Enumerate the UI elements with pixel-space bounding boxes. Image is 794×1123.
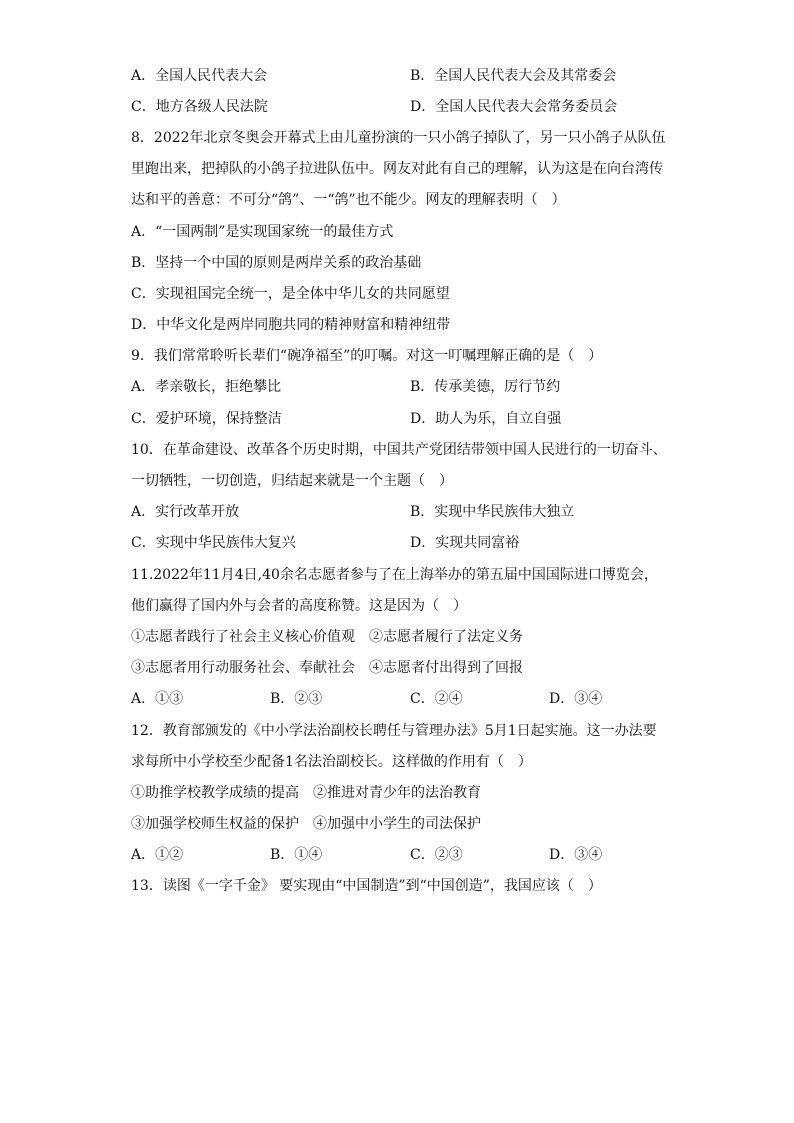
q12-option-c: C．②③: [410, 847, 463, 863]
q10-option-c: C．实现中华民族伟大复兴: [131, 535, 296, 551]
q8-option-b: B．坚持一个中国的原则是两岸关系的政治基础: [131, 255, 422, 271]
q11-option-a: A．①③: [131, 691, 184, 707]
q10-stem-line-1: 10．在革命建设、改革各个历史时期，中国共产党团结带领中国人民进行的一切奋斗、: [131, 442, 667, 458]
q10-option-d: D．实现共同富裕: [410, 535, 520, 551]
q9-option-d: D．助人为乐，自立自强: [410, 411, 562, 427]
q11-stem-line-2: 他们赢得了国内外与会者的高度称赞。这是因为（ ）: [131, 598, 467, 614]
q9-option-a: A．孝亲敬长，拒绝攀比: [131, 379, 282, 395]
q8-stem-line-2: 里跑出来，把掉队的小鸽子拉进队伍中。网友对此有自己的理解，认为这是在向台湾传: [131, 161, 663, 177]
q12-option-d: D．③④: [549, 847, 603, 863]
q8-option-c: C．实现祖国完全统一，是全体中华儿女的共同愿望: [131, 286, 450, 302]
q11-option-d: D．③④: [549, 691, 603, 707]
q11-stem-line-1: 11.2022年11月4日,40余名志愿者参与了在上海举办的第五届中国国际进口博览会，: [131, 567, 658, 583]
q10-stem-line-2: 一切牺牲，一切创造，归结起来就是一个主题（ ）: [131, 473, 453, 489]
q12-stem-line-2: 求每所中小学校至少配备1名法治副校长。这样做的作用有（ ）: [131, 754, 532, 770]
q9-option-c: C．爱护环境，保持整洁: [131, 411, 282, 427]
q10-option-a: A．实行改革开放: [131, 504, 240, 520]
q12-option-b: B．①④: [270, 847, 323, 863]
q7-option-c: C．地方各级人民法院: [131, 99, 268, 115]
q10-option-b: B．实现中华民族伟大独立: [410, 504, 575, 520]
q8-stem-line-3: 达和平的善意：不可分“鸽”、一“鸽”也不能少。网友的理解表明（ ）: [131, 192, 566, 208]
q7-option-b: B．全国人民代表大会及其常委会: [410, 68, 617, 84]
q11-statements-line-2: ③志愿者用行动服务社会、奉献社会 ④志愿者付出得到了回报: [131, 660, 523, 676]
q11-statements-line-1: ①志愿者践行了社会主义核心价值观 ②志愿者履行了法定义务: [131, 629, 523, 645]
q12-option-a: A．①②: [131, 847, 184, 863]
q11-option-c: C．②④: [410, 691, 463, 707]
q9-stem: 9．我们常常聆听长辈们“碗净福至”的叮嘱。对这一叮嘱理解正确的是（ ）: [131, 348, 603, 364]
q8-stem-line-1: 8．2022年北京冬奥会开幕式上由儿童扮演的一只小鸽子掉队了，另一只小鸽子从队伍: [131, 130, 666, 146]
q9-option-b: B．传承美德，厉行节约: [410, 379, 561, 395]
q11-option-b: B．②③: [270, 691, 323, 707]
q13-stem: 13．读图《一字千金》 要实现由“中国制造”到“中国创造”，我国应该（ ）: [131, 878, 602, 894]
q8-option-a: A．“一国两制”是实现国家统一的最佳方式: [131, 224, 394, 240]
q8-option-d: D．中华文化是两岸同胞共同的精神财富和精神纽带: [131, 317, 451, 333]
q12-statements-line-2: ③加强学校师生权益的保护 ④加强中小学生的司法保护: [131, 816, 481, 832]
q7-option-d: D．全国人民代表大会常务委员会: [410, 99, 618, 115]
q12-statements-line-1: ①助推学校教学成绩的提高 ②推进对青少年的法治教育: [131, 785, 481, 801]
q7-option-a: A．全国人民代表大会: [131, 68, 268, 84]
q12-stem-line-1: 12．教育部颁发的《中小学法治副校长聘任与管理办法》5月1日起实施。这一办法要: [131, 723, 657, 739]
